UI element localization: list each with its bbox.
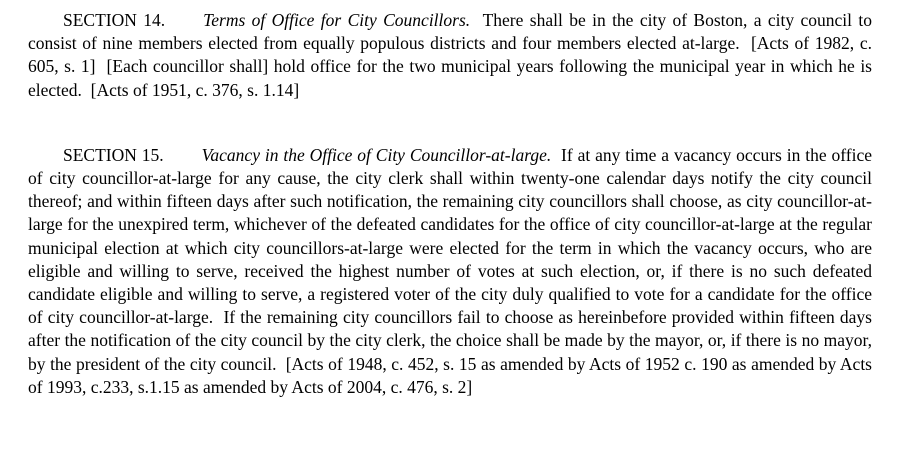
section-15-paragraph — [28, 144, 872, 399]
section-14-paragraph — [28, 9, 872, 102]
section-14-body: There shall be in the city of Boston, a city council to consist of nine members elected from equally populous districts and four members elected at-large. [Acts of 1982, c. 605, s. 1] [Each councillor shall] hold office for the two municipal years following the municipal year in which he is elected. [Acts of 1951, c. 376, s. 1.14] — [28, 10, 872, 100]
section-15-label: SECTION 15. — [63, 144, 164, 165]
section-15-title: Vacancy in the Office of City Councillor-at-large. — [201, 144, 552, 165]
section-14-label: SECTION 14. — [63, 10, 166, 30]
section-15-body: If at any time a vacancy occurs in the office of city councillor-at-large for any cause, the city clerk shall within twenty-one calendar days notify the city council thereof; and within fifteen days after such notification, the remaining city councillors shall choose, as city councillor-at-large for the unexpired term, whichever of the defeated candidates for the office of city councillor-at-large at the regular municipal election at which city councillors-at-large were elected for the term in which the vacancy occurs, who are eligible and willing to serve, received the highest number of votes at such election, or, if there is no such defeated candidate eligible and willing to serve, a registered voter of the city duly qualified to vote for a candidate for the office of city councillor-at-large. If the remaining city councillors fail to choose as hereinbefore provided within fifteen days after the notification of the city council by the city clerk, the choice shall be made by the mayor, or, if there is no mayor, by the president of the city council. [Acts of 1948, c. 452, s. 15 as amended by Acts of 1952 c. 190 as amended by Acts of 1993, c.233, s.1.15 as amended by Acts of 2004, c. 476, s. 2] — [28, 144, 872, 397]
section-14-title: Terms of Office for City Councillors. — [203, 10, 471, 30]
section-14-title-gap — [165, 25, 203, 26]
section-15-title-gap — [164, 160, 202, 161]
